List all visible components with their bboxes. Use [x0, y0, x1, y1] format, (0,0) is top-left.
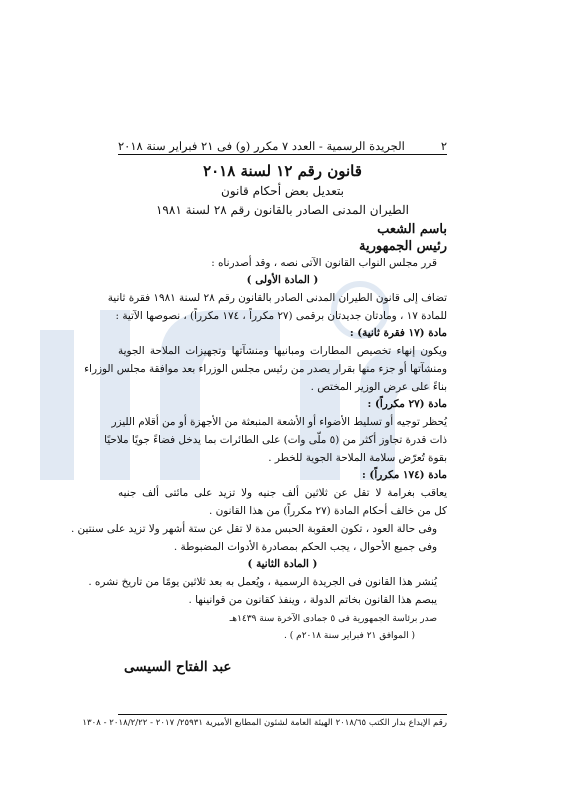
art27-line: ذات قدرة تجاوز أكثر من (٥ ملّى وات) على الطائرات بما يدخل فضاءً جويًا ملاحيًا [104, 434, 447, 446]
header-divider [118, 154, 447, 155]
art17-heading: مادة (١٧ فقرة ثانية) : [349, 327, 447, 339]
art174-line: كل من خالف أحكام المادة (٢٧ مكرراً) من هذا القانون . [209, 505, 447, 517]
art27-heading: مادة (٢٧ مكرراً) : [367, 398, 447, 410]
art27-line: بقوة تُعرّض سلامة الملاحة الجوية للخطر . [268, 452, 447, 464]
issued-line: صدر برئاسة الجمهورية فى ٥ جمادى الآخرة سنة ١٤٣٩هـ [229, 614, 437, 624]
article-2-line: يُنشر هذا القانون فى الجريدة الرسمية ، ويُعمل به بعد ثلاثين يومًا من تاريخ نشره . [88, 576, 437, 588]
page-header [118, 133, 447, 153]
law-subtitle-1: بتعديل بعض أحكام قانون [221, 184, 344, 198]
art174-heading: مادة (١٧٤ مكرراً) : [361, 469, 447, 481]
law-subtitle-2: الطيران المدنى الصادر بالقانون رقم ٢٨ لسنة ١٩٨١ [155, 203, 410, 217]
president-heading: رئيس الجمهورية [359, 239, 447, 254]
article-1-line: تضاف إلى قانون الطيران المدنى الصادر بالقانون رقم ٢٨ لسنة ١٩٨١ فقرة ثانية [107, 292, 447, 304]
article-1-heading: ( المادة الأولى ) [246, 274, 319, 286]
art174-line: وفى حالة العود ، تكون العقوبة الحبس مدة لا تقل عن ستة أشهر ولا تزيد على سنتين . [70, 523, 437, 535]
decree-line: قرر مجلس النواب القانون الآتى نصه ، وقد أصدرناه : [211, 257, 437, 269]
art27-line: يُحظر توجيه أو تسليط الأضواء أو الأشعة المنبعثة من الأجهزة أو من أقلام الليزر [111, 416, 447, 428]
article-2-heading: ( المادة الثانية ) [247, 558, 318, 570]
gazette-title: الجريدة الرسمية - العدد ٧ مكرر (و) فى ٢١ فبراير سنة ٢٠١٨ [118, 139, 405, 153]
in-name-of-people: باسم الشعب [377, 222, 447, 237]
art17-line: ويكون إنهاء تخصيص المطارات ومبانيها ومنشآتها وتجهيزات الملاحة الجوية [118, 345, 447, 357]
art17-line: بناءً على عرض الوزير المختص . [310, 381, 447, 393]
footer-divider [118, 714, 447, 715]
art174-line: وفى جميع الأحوال ، يجب الحكم بمصادرة الأدوات المضبوطة . [173, 541, 437, 553]
president-signature: عبد الفتاح السيسى [124, 659, 232, 675]
art17-line: ومنشآتها أو جزء منها بقرار يصدر من رئيس مجلس الوزراء بعد موافقة مجلس الوزراء [84, 363, 447, 375]
law-title: قانون رقم ١٢ لسنة ٢٠١٨ [203, 162, 362, 180]
article-2-line: يبصم هذا القانون بخاتم الدولة ، وينفذ كقانون من قوانينها . [188, 594, 437, 606]
art174-line: يعاقب بغرامة لا تقل عن ثلاثين ألف جنيه ولا تزيد على مائتى ألف جنيه [118, 487, 447, 499]
article-1-line: للمادة ١٧ ، ومادتان جديدتان برقمى (٢٧ مكرراً ، ١٧٤ مكرراً) ، نصوصها الآتية : [115, 310, 447, 322]
deposit-footer: رقم الإيداع بدار الكتب ٢٠١٨/٦٥ الهيئة العامة لشئون المطابع الأميرية ٢٥٩٣١/ ٢٠١٧ - ٢٠١٨/٢/٢٢ - ١٣٠٨ [82, 718, 447, 728]
issued-date-line: ( الموافق ٢١ فبراير سنة ٢٠١٨م ) . [284, 631, 415, 641]
page-number: ٢ [440, 139, 447, 153]
